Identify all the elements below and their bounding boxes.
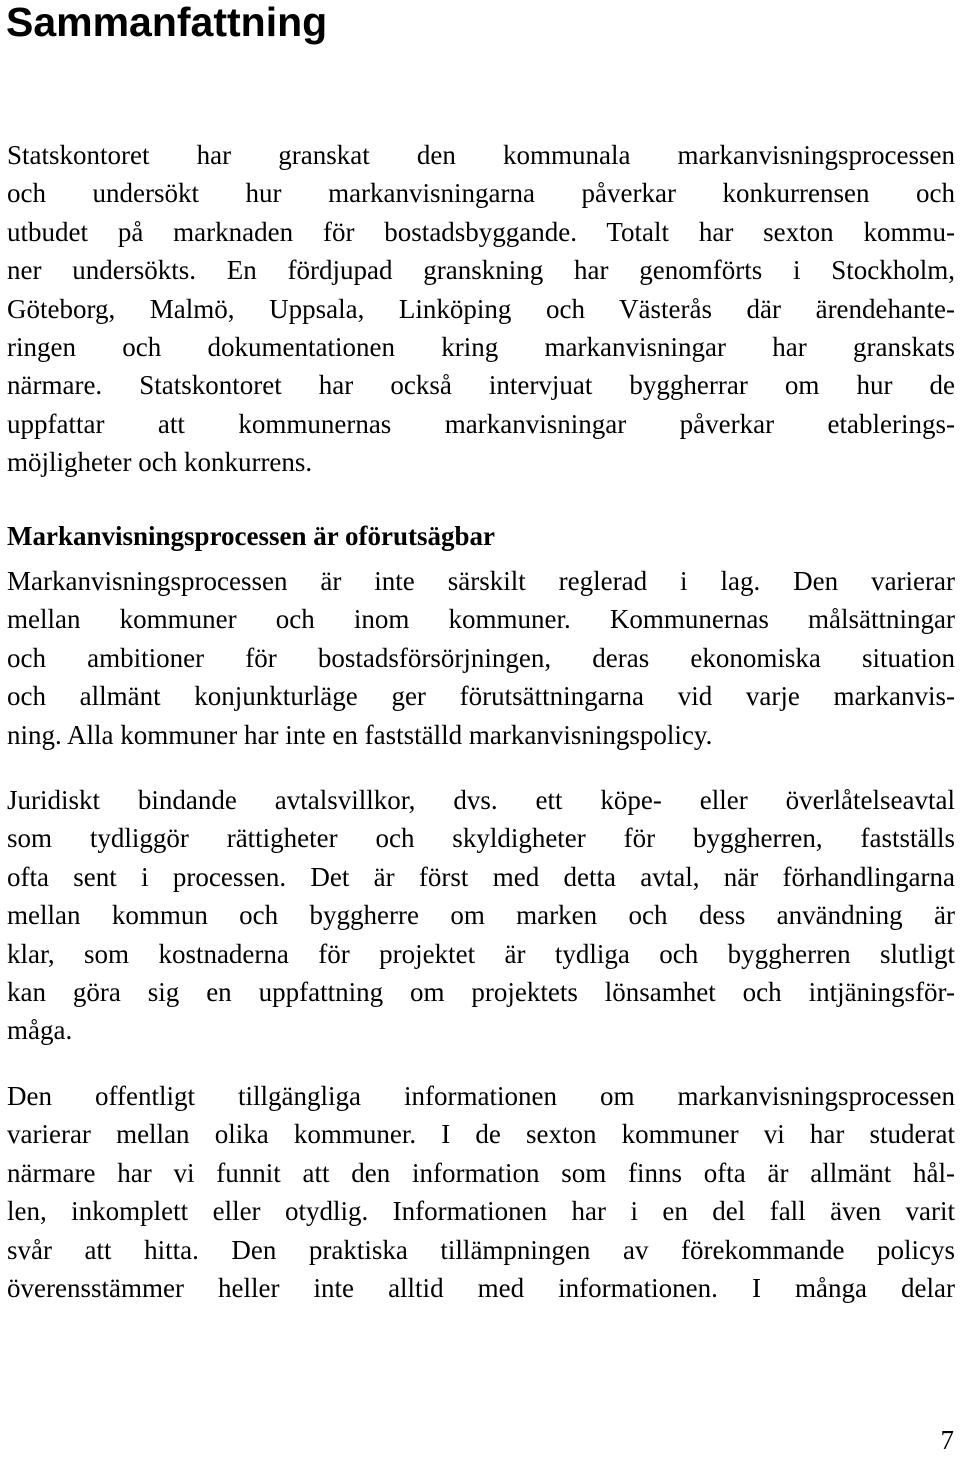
page-title: Sammanfattning [6, 0, 328, 45]
text-line: Juridiskt bindande avtalsvillkor, dvs. ett köpe- eller överlåtelseavtal [7, 785, 955, 815]
section-heading: Markanvisningsprocessen är oförutsägbar [7, 521, 496, 551]
text-line: utbudet på marknaden för bostadsbyggande. Totalt har sexton kommu- [7, 216, 955, 247]
text-line: närmare. Statskontoret har också intervjuat byggherrar om hur de [7, 370, 955, 401]
paragraph-regulation [7, 562, 955, 754]
text-line: och ambitioner för bostadsförsörjningen, deras ekonomiska situation [7, 642, 955, 673]
text-line: svår att hitta. Den praktiska tillämpningen av förekommande policys [7, 1234, 955, 1265]
text-line: och undersökt hur markanvisningarna påverkar konkurrensen och [7, 178, 955, 209]
text-line: Markanvisningsprocessen är inte särskilt reglerad i lag. Den varierar [7, 566, 955, 596]
text-line: mellan kommuner och inom kommuner. Kommunernas målsättningar [7, 604, 955, 635]
text-line: ringen och dokumentationen kring markanvisningar har granskats [7, 331, 955, 362]
text-line: som tydliggör rättigheter och skyldigheter för byggherren, fastställs [7, 823, 955, 854]
text-line: uppfattar att kommunernas markanvisningar påverkar etablerings- [7, 408, 955, 439]
text-line: Göteborg, Malmö, Uppsala, Linköping och Västerås där ärendehante- [7, 293, 955, 324]
text-line: varierar mellan olika kommuner. I de sexton kommuner vi har studerat [7, 1119, 955, 1150]
paragraph-agreements [7, 781, 955, 1050]
paragraph-intro [7, 136, 955, 482]
page-number: 7 [940, 1425, 954, 1455]
text-line: mellan kommun och byggherre om marken och dess användning är [7, 900, 955, 931]
text-line: Den offentligt tillgängliga informationen om markanvisningsprocessen [7, 1081, 955, 1111]
text-line: närmare har vi funnit att den information som finns ofta är allmänt hål- [7, 1157, 955, 1188]
text-line: möjligheter och konkurrens. [7, 447, 313, 478]
text-line: kan göra sig en uppfattning om projektets lönsamhet och intjäningsför- [7, 976, 955, 1007]
text-line: Statskontoret har granskat den kommunala markanvisningsprocessen [7, 140, 955, 170]
text-line: ofta sent i processen. Det är först med detta avtal, när förhandlingarna [7, 861, 955, 892]
text-line: klar, som kostnaderna för projektet är tydliga och byggherren slutligt [7, 938, 955, 969]
paragraph-information [7, 1077, 955, 1307]
text-line: och allmänt konjunkturläge ger förutsättningarna vid varje markanvis- [7, 681, 955, 712]
text-line: måga. [7, 1015, 73, 1046]
text-line: ning. Alla kommuner har inte en fastställd markanvisningspolicy. [7, 719, 713, 750]
text-line: ner undersökts. En fördjupad granskning har genomförts i Stockholm, [7, 255, 955, 286]
text-line: överensstämmer heller inte alltid med informationen. I många delar [7, 1272, 955, 1303]
text-line: len, inkomplett eller otydlig. Informationen har i en del fall även varit [7, 1196, 955, 1227]
